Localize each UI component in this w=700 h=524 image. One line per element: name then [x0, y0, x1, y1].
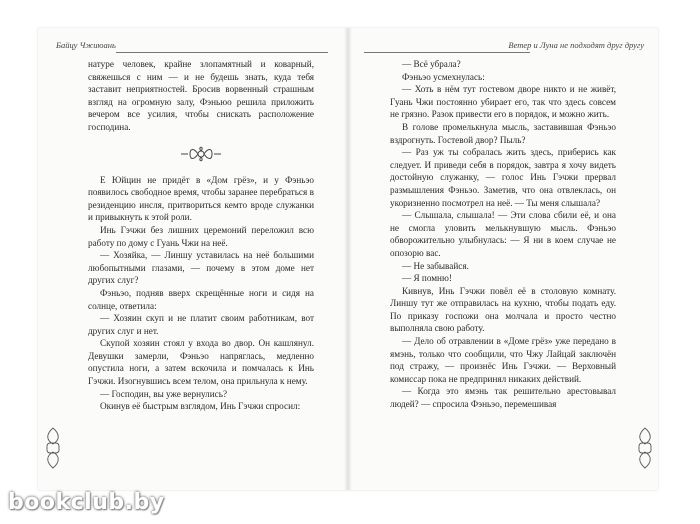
paragraph: натуре человек, крайне злопамятный и коварный, свяжешься с ним — и не будешь знать, куда тебя заставит неприятностей. Бросив ворвенный страшным взгляд на огромную залу, Фэньюо решила приложить вечером все усилия, чтобы снискать расположение господина.	[88, 59, 314, 132]
folio-ornament-right-icon	[634, 426, 656, 470]
paragraph: — Слышала, слышала! — Эти слова сбили её, и она не смогла уловить мелькнувшую мысль. Фэньэо обворожительно улыбнулась: — Я ни в коем случае не опозорю вас.	[390, 210, 616, 258]
paragraph: — Хозяин скуп и не платит своим работникам, вот других слуг и нет.	[88, 313, 314, 336]
paragraph: — Раз уж ты собралась жить здесь, приберись как следует. И приведи себя в порядок, завтра я хочу видеть достойную служанку, — голос Инь Гэчжи прервал размышления Фэньэо. Заметив, что она отвлеклась, он укоризненно посмотрел на неё. — Ты меня слышала?	[390, 147, 616, 208]
section-break-ornament-icon	[179, 146, 223, 162]
paragraph: — Когда это ямэнь так решительно арестовывал людей? — спросила Фэньэо, перемешивая	[390, 386, 616, 410]
running-head-left: Байцу Чжиюань	[56, 40, 116, 50]
right-page	[350, 28, 658, 490]
paragraph: Скупой хозяин стоял у входа во двор. Он кашлянул. Девушки замерли, Фэньэо напряглась, медленно опустила ноги, а затем вскочила и помчалась к Инь Гэчжи. Изогнувшись всем телом, она прильнула к нему.	[88, 338, 314, 387]
right-page-text	[390, 58, 616, 411]
paragraph: Кивнув, Инь Гэчжи повёл её в столовую комнату. Линшу тут же отправилась на кухню, чтобы подать еду. По приказу госпожи она молчала и просто честно выполняла свою работу.	[390, 285, 616, 334]
paragraph: — Всё убрала?	[402, 59, 461, 69]
paragraph: — Господин, вы уже вернулись?	[100, 388, 228, 399]
paragraph: — Дело об отравлении в «Доме грёз» уже передано в ямэнь, только что сообщили, что Чжу Лайцай заключён под стражу, — произнёс Инь Гэчжи. — Верховный комиссар пока не предпринял никаких действий.	[390, 336, 616, 384]
paragraph: В голове промелькнула мысль, заставившая Фэньэо вздрогнуть. Гостевой двор? Пыль?	[390, 121, 616, 145]
paragraph: Фэньэо, подняв вверх скрещённые ноги и сидя на солнце, ответила:	[88, 287, 314, 311]
left-page-text	[88, 58, 314, 413]
paragraph: Е Юйцин не придёт в «Дом грёз», и у Фэньэо появилось свободное время, чтобы заранее перебраться в резиденцию инсля, притвориться кемто вроде служанки и привыкнуть к этой роли.	[88, 174, 314, 223]
paragraph: — Я помню!	[402, 273, 452, 284]
book-spread	[38, 28, 658, 490]
paragraph: — Хоть в нём тут гостевом дворе никто и не живёт, Гуань Чжи постоянно убирает его, так что здесь совсем не грязно. Разок привести его в порядок, и можно жить.	[390, 84, 616, 120]
header-rule-left	[116, 52, 328, 53]
folio-ornament-left-icon	[42, 426, 64, 470]
paragraph: Фэньэо усмехнулась:	[402, 71, 485, 82]
paragraph: — Хозяйка, — Линшу уставилась на неё большими любопытными глазами, — почему в этом доме нет других слуг?	[88, 250, 314, 286]
left-text-before-ornament	[88, 58, 314, 134]
left-text-after-ornament	[88, 174, 314, 413]
watermark: bookclub.by	[8, 490, 165, 515]
header-rule-right	[364, 52, 530, 53]
left-page	[38, 28, 346, 490]
paragraph: — Не забывайся.	[402, 260, 469, 271]
running-head-right: Ветер и Луна не подходят друг другу	[508, 40, 644, 50]
paragraph: Инь Гэчжи без лишних церемоний переложил всю работу по дому с Гуань Чжи на неё.	[88, 224, 314, 248]
paragraph: Окинув её быстрым взглядом, Инь Гэчжи спросил:	[100, 401, 301, 412]
